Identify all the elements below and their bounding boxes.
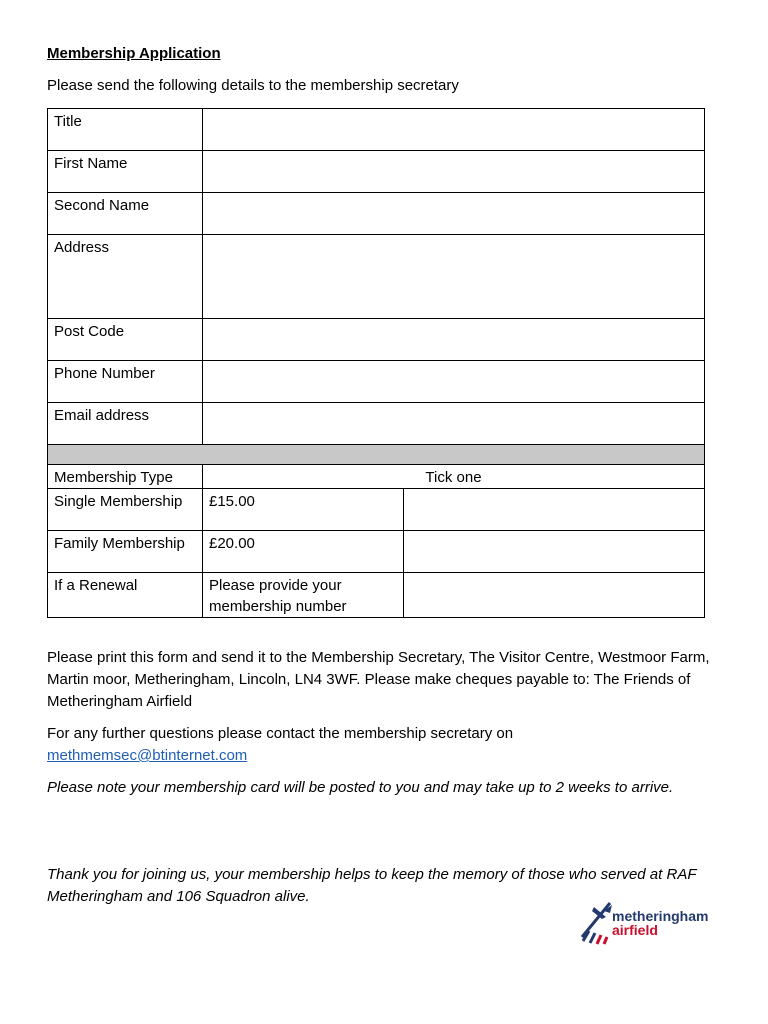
row-membership-header <box>48 465 705 489</box>
label-renewal: If a Renewal <box>48 573 203 618</box>
logo-line2: airfield <box>612 922 658 938</box>
label-email: Email address <box>48 403 203 445</box>
row-family <box>48 531 705 573</box>
row-address <box>48 235 705 319</box>
email-link[interactable]: methmemsec@btinternet.com <box>47 747 248 764</box>
input-membership-number[interactable] <box>404 573 705 618</box>
divider-cell <box>48 445 705 465</box>
label-post-code: Post Code <box>48 319 203 361</box>
input-title[interactable] <box>203 109 705 151</box>
contact-text: For any further questions please contact the membership secretary on <box>47 725 514 742</box>
logo-line1: metheringham <box>612 908 709 924</box>
row-post-code <box>48 319 705 361</box>
label-first-name: First Name <box>48 151 203 193</box>
row-second-name <box>48 193 705 235</box>
logo-text <box>612 909 708 937</box>
input-post-code[interactable] <box>203 319 705 361</box>
input-address[interactable] <box>203 235 705 319</box>
label-address: Address <box>48 235 203 319</box>
label-single: Single Membership <box>48 489 203 531</box>
input-phone[interactable] <box>203 361 705 403</box>
thanks-text: Thank you for joining us, your membership helps to keep the memory of those who served at RAF Metheringham and 106 Squadron alive. <box>47 866 697 905</box>
tick-family[interactable] <box>404 531 705 573</box>
row-first-name <box>48 151 705 193</box>
row-single <box>48 489 705 531</box>
metheringham-airfield-logo <box>580 897 715 945</box>
membership-form-table <box>47 108 705 618</box>
label-phone: Phone Number <box>48 361 203 403</box>
note-text: Please note your membership card will be posted to you and may take up to 2 weeks to arrive. <box>47 779 674 796</box>
input-first-name[interactable] <box>203 151 705 193</box>
price-single: £15.00 <box>203 489 404 531</box>
label-family: Family Membership <box>48 531 203 573</box>
contact-paragraph <box>47 723 737 767</box>
plane-icon <box>580 897 614 945</box>
tick-single[interactable] <box>404 489 705 531</box>
instructions-text: Please print this form and send it to the Membership Secretary, The Visitor Centre, Westmoor Farm, Martin moor, Metheringham, Lincoln, LN4 3WF. Please make cheques payable to: The Friends of Metheringham Airfield <box>47 649 710 710</box>
input-email[interactable] <box>203 403 705 445</box>
row-title <box>48 109 705 151</box>
price-family: £20.00 <box>203 531 404 573</box>
label-title: Title <box>48 109 203 151</box>
row-email <box>48 403 705 445</box>
label-second-name: Second Name <box>48 193 203 235</box>
row-phone <box>48 361 705 403</box>
membership-type-header: Membership Type <box>48 465 203 489</box>
renewal-note: Please provide your membership number <box>203 573 404 618</box>
page-title: Membership Application <box>47 45 221 62</box>
divider-row <box>48 445 705 465</box>
intro-text: Please send the following details to the membership secretary <box>47 77 459 94</box>
input-second-name[interactable] <box>203 193 705 235</box>
row-renewal <box>48 573 705 618</box>
tick-one-header: Tick one <box>203 465 705 489</box>
